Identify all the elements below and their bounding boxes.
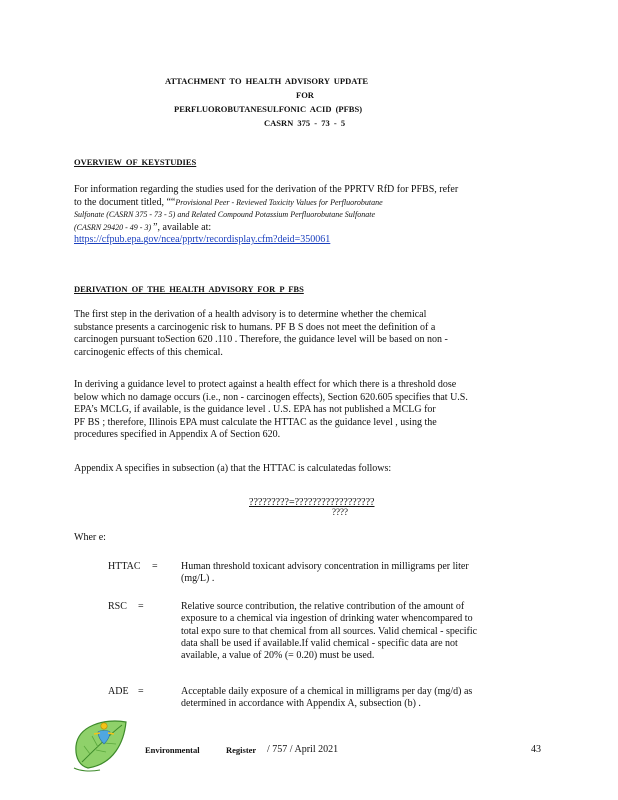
footer-publication: Environmental xyxy=(145,745,200,755)
overview-line-4 xyxy=(74,222,536,235)
overview-line-2-prefix: to the document titled, ““ xyxy=(74,196,176,208)
definition-term: ADE xyxy=(108,686,129,697)
derivation-p2-line-4: PF BS ; therefore, Illinois EPA must calculate the HTTAC as the guidance level , using the xyxy=(74,416,437,428)
overview-line-3 xyxy=(74,209,536,222)
derivation-p2-line-2: below which no damage occurs (i.e., non - carcinogen effects), Section 620.605 specifies that U.S. xyxy=(74,391,468,403)
overview-line-4-suffix: ”, available at: xyxy=(153,221,212,233)
leaf-logo-icon xyxy=(70,716,130,774)
footer-issue: / 757 / April 2021 xyxy=(267,744,339,755)
title-line-4: CASRN 375 - 73 - 5 xyxy=(264,118,346,128)
definition-equals: = xyxy=(138,686,144,697)
derivation-paragraph-2 xyxy=(74,379,536,442)
definition-text xyxy=(181,601,531,662)
definition-line: determined in accordance with Appendix A, subsection (b) . xyxy=(181,698,421,710)
document-title-part-1: Provisional Peer - Reviewed Toxicity Values for Perfluorobutane xyxy=(175,197,383,207)
formula-numerator: ?????????=?????????????????? xyxy=(249,497,375,508)
derivation-p1-line-2: substance presents a carcinogenic risk to humans. PF B S does not meet the definition of a xyxy=(74,321,436,333)
derivation-p1-line-3: carcinogen pursuant toSection 620 .110 . Therefore, the guidance level will be based on non - xyxy=(74,334,448,346)
definition-term: RSC xyxy=(108,601,127,612)
footer-register: Register xyxy=(226,745,257,755)
derivation-p1-line-4: carcinogenic effects of this chemical. xyxy=(74,346,223,358)
document-title-part-3: (CASRN 29420 - 49 - 3) xyxy=(74,222,154,232)
overview-line-1: For information regarding the studies used for the derivation of the PPRTV RfD for PFBS, refer xyxy=(74,184,459,195)
pprtv-document-link[interactable]: https://cfpub.epa.gov/ncea/pprtv/recordisplay.cfm?deid=350061 xyxy=(74,234,331,246)
definition-line: Relative source contribution, the relative contribution of the amount of xyxy=(181,601,465,612)
title-line-2: FOR xyxy=(296,90,314,100)
overview-line-5 xyxy=(74,234,536,247)
definition-equals: = xyxy=(152,561,158,572)
derivation-paragraph-1 xyxy=(74,309,536,359)
document-title-part-2: Sulfonate (CASRN 375 - 73 - 5) and Related Compound Potassium Perfluorobutane Sulfonate xyxy=(74,210,376,220)
definition-text xyxy=(181,561,531,586)
overview-line-2 xyxy=(74,197,536,210)
definition-line: Acceptable daily exposure of a chemical in milligrams per day (mg/d) as xyxy=(181,686,473,697)
definition-line: data shall be used if available.If valid chemical - specific data are not xyxy=(181,637,458,649)
derivation-p2-line-1: In deriving a guidance level to protect against a health effect for which there is a threshold dose xyxy=(74,379,457,390)
definition-term: HTTAC xyxy=(108,561,141,572)
derivation-p1-line-1: The first step in the derivation of a health advisory is to determine whether the chemical xyxy=(74,309,427,320)
overview-paragraph xyxy=(74,184,536,247)
page-number: 43 xyxy=(531,744,541,755)
title-line-1: ATTACHMENT TO HEALTH ADVISORY UPDATE xyxy=(165,76,369,86)
formula-denominator: ???? xyxy=(332,507,348,517)
derivation-p2-line-5: procedures specified in Appendix A of Section 620. xyxy=(74,429,281,441)
definition-line: available, a value of 20% (= 0.20) must be used. xyxy=(181,650,375,662)
definition-line: (mg/L) . xyxy=(181,573,215,585)
definition-line: total expo sure to that chemical from all sources. Valid chemical - specific xyxy=(181,625,478,637)
definition-equals: = xyxy=(138,601,144,612)
derivation-paragraph-3: Appendix A specifies in subsection (a) that the HTTAC is calculatedas follows: xyxy=(74,463,392,474)
overview-heading: OVERVIEW OF KEYSTUDIES xyxy=(74,157,197,167)
derivation-p2-line-3: EPA’s MCLG, if available, is the guidance level . U.S. EPA has not published a MCLG for xyxy=(74,404,436,416)
derivation-heading: DERIVATION OF THE HEALTH ADVISORY FOR P FBS xyxy=(74,284,304,294)
definition-line: exposure to a chemical via ingestion of drinking water whencompared to xyxy=(181,613,473,625)
definition-line: Human threshold toxicant advisory concentration in milligrams per liter xyxy=(181,561,469,572)
where-label: Wher e: xyxy=(74,532,106,543)
definition-text xyxy=(181,686,531,711)
title-line-3: PERFLUOROBUTANESULFONIC ACID (PFBS) xyxy=(174,104,363,114)
